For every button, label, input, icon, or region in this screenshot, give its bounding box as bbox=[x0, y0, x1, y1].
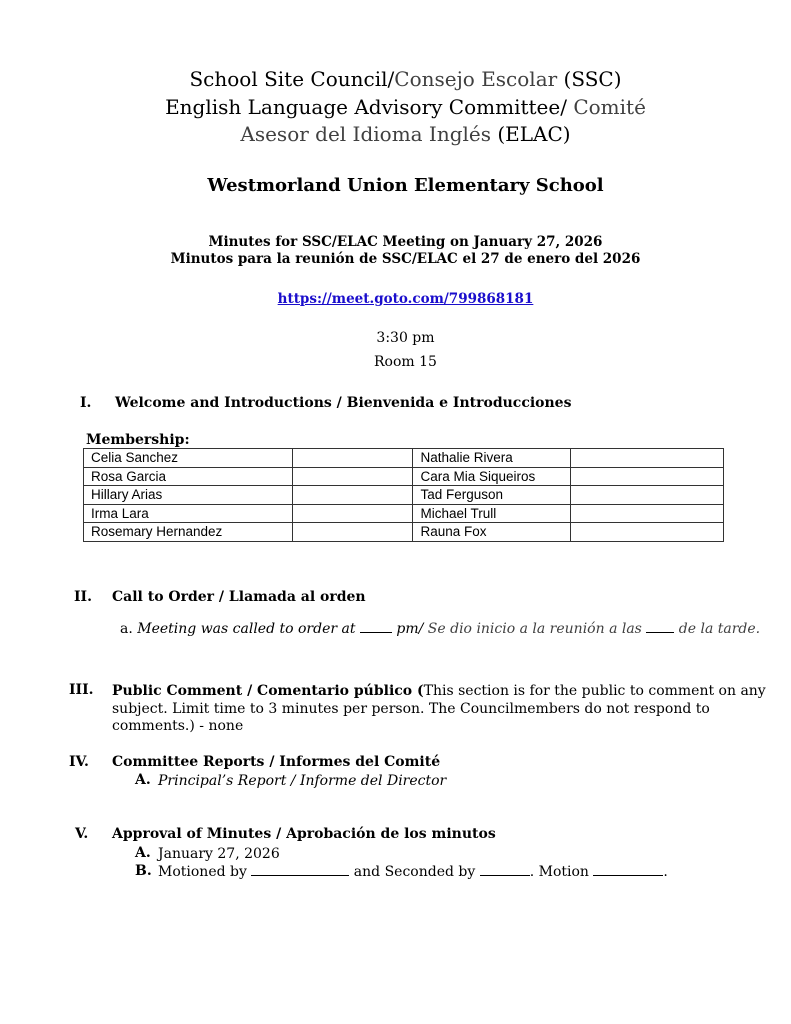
table-row bbox=[84, 486, 724, 505]
member-name: Irma Lara bbox=[84, 504, 293, 523]
section-3-title: Public Comment / Comentario público ( bbox=[112, 683, 424, 699]
section-5-b-label: B. bbox=[135, 863, 152, 879]
member-cell bbox=[571, 467, 724, 486]
section-3-line-2: subject. Limit time to 3 minutes per person. The Councilmembers do not respond to bbox=[112, 701, 710, 717]
call-to-order-line: a. Meeting was called to order at pm/ Se dio inicio a la reunión a las de la tarde. bbox=[120, 621, 761, 637]
member-name: Rosemary Hernandez bbox=[84, 523, 293, 542]
table-row bbox=[84, 523, 724, 542]
member-cell bbox=[571, 504, 724, 523]
member-name: Nathalie Rivera bbox=[413, 449, 571, 468]
title-line-3: Asesor del Idioma Inglés (ELAC) bbox=[240, 122, 571, 146]
member-cell bbox=[292, 486, 413, 505]
table-row bbox=[84, 504, 724, 523]
meeting-time: 3:30 pm bbox=[376, 330, 435, 346]
minutes-title-es: Minutos para la reunión de SSC/ELAC el 27 de enero del 2026 bbox=[170, 251, 641, 267]
motioned-by-blank bbox=[251, 875, 349, 876]
member-name: Hillary Arias bbox=[84, 486, 293, 505]
member-name: Tad Ferguson bbox=[413, 486, 571, 505]
member-cell bbox=[571, 523, 724, 542]
section-3-line-3: comments.) - none bbox=[112, 718, 244, 734]
member-name: Rosa Garcia bbox=[84, 467, 293, 486]
member-name: Michael Trull bbox=[413, 504, 571, 523]
member-cell bbox=[571, 449, 724, 468]
title-line-2: English Language Advisory Committee/ Comité bbox=[165, 95, 646, 119]
membership-label: Membership: bbox=[86, 432, 190, 448]
section-5-title: Approval of Minutes / Aprobación de los minutos bbox=[112, 826, 496, 842]
minutes-title-en: Minutes for SSC/ELAC Meeting on January 27, 2026 bbox=[208, 234, 603, 250]
member-cell bbox=[292, 467, 413, 486]
motion-line: Motioned by and Seconded by . Motion . bbox=[158, 864, 668, 880]
section-1-title: Welcome and Introductions / Bienvenida e Introducciones bbox=[115, 395, 572, 411]
membership-table bbox=[83, 448, 724, 542]
title-line-1: School Site Council/Consejo Escolar (SSC) bbox=[189, 67, 622, 91]
member-name: Celia Sanchez bbox=[84, 449, 293, 468]
member-cell bbox=[292, 449, 413, 468]
section-4-number: IV. bbox=[69, 754, 89, 770]
table-row bbox=[84, 449, 724, 468]
time-blank-es bbox=[646, 632, 674, 633]
meeting-link-wrapper bbox=[0, 288, 791, 307]
member-cell bbox=[571, 486, 724, 505]
meeting-room: Room 15 bbox=[374, 354, 437, 370]
member-name: Cara Mia Siqueiros bbox=[413, 467, 571, 486]
section-2-number: II. bbox=[74, 589, 92, 605]
motion-blank bbox=[593, 875, 663, 876]
section-4-a-label: A. bbox=[135, 772, 151, 788]
member-cell bbox=[292, 504, 413, 523]
section-3-number: III. bbox=[69, 682, 94, 698]
minutes-date: January 27, 2026 bbox=[158, 846, 280, 862]
member-cell bbox=[292, 523, 413, 542]
section-5-a-label: A. bbox=[135, 845, 151, 861]
seconded-by-blank bbox=[480, 875, 530, 876]
member-name: Rauna Fox bbox=[413, 523, 571, 542]
section-5-number: V. bbox=[75, 826, 89, 842]
table-row bbox=[84, 467, 724, 486]
meeting-link[interactable]: https://meet.goto.com/799868181 bbox=[277, 291, 534, 307]
principal-report: Principal’s Report / Informe del Director bbox=[158, 773, 447, 789]
school-name: Westmorland Union Elementary School bbox=[207, 175, 604, 196]
section-4-title: Committee Reports / Informes del Comité bbox=[112, 754, 441, 770]
section-1-number: I. bbox=[80, 395, 92, 411]
section-3-line-1: Public Comment / Comentario público (This section is for the public to comment on any bbox=[112, 683, 766, 699]
section-2-title: Call to Order / Llamada al orden bbox=[112, 589, 366, 605]
time-blank bbox=[360, 632, 392, 633]
